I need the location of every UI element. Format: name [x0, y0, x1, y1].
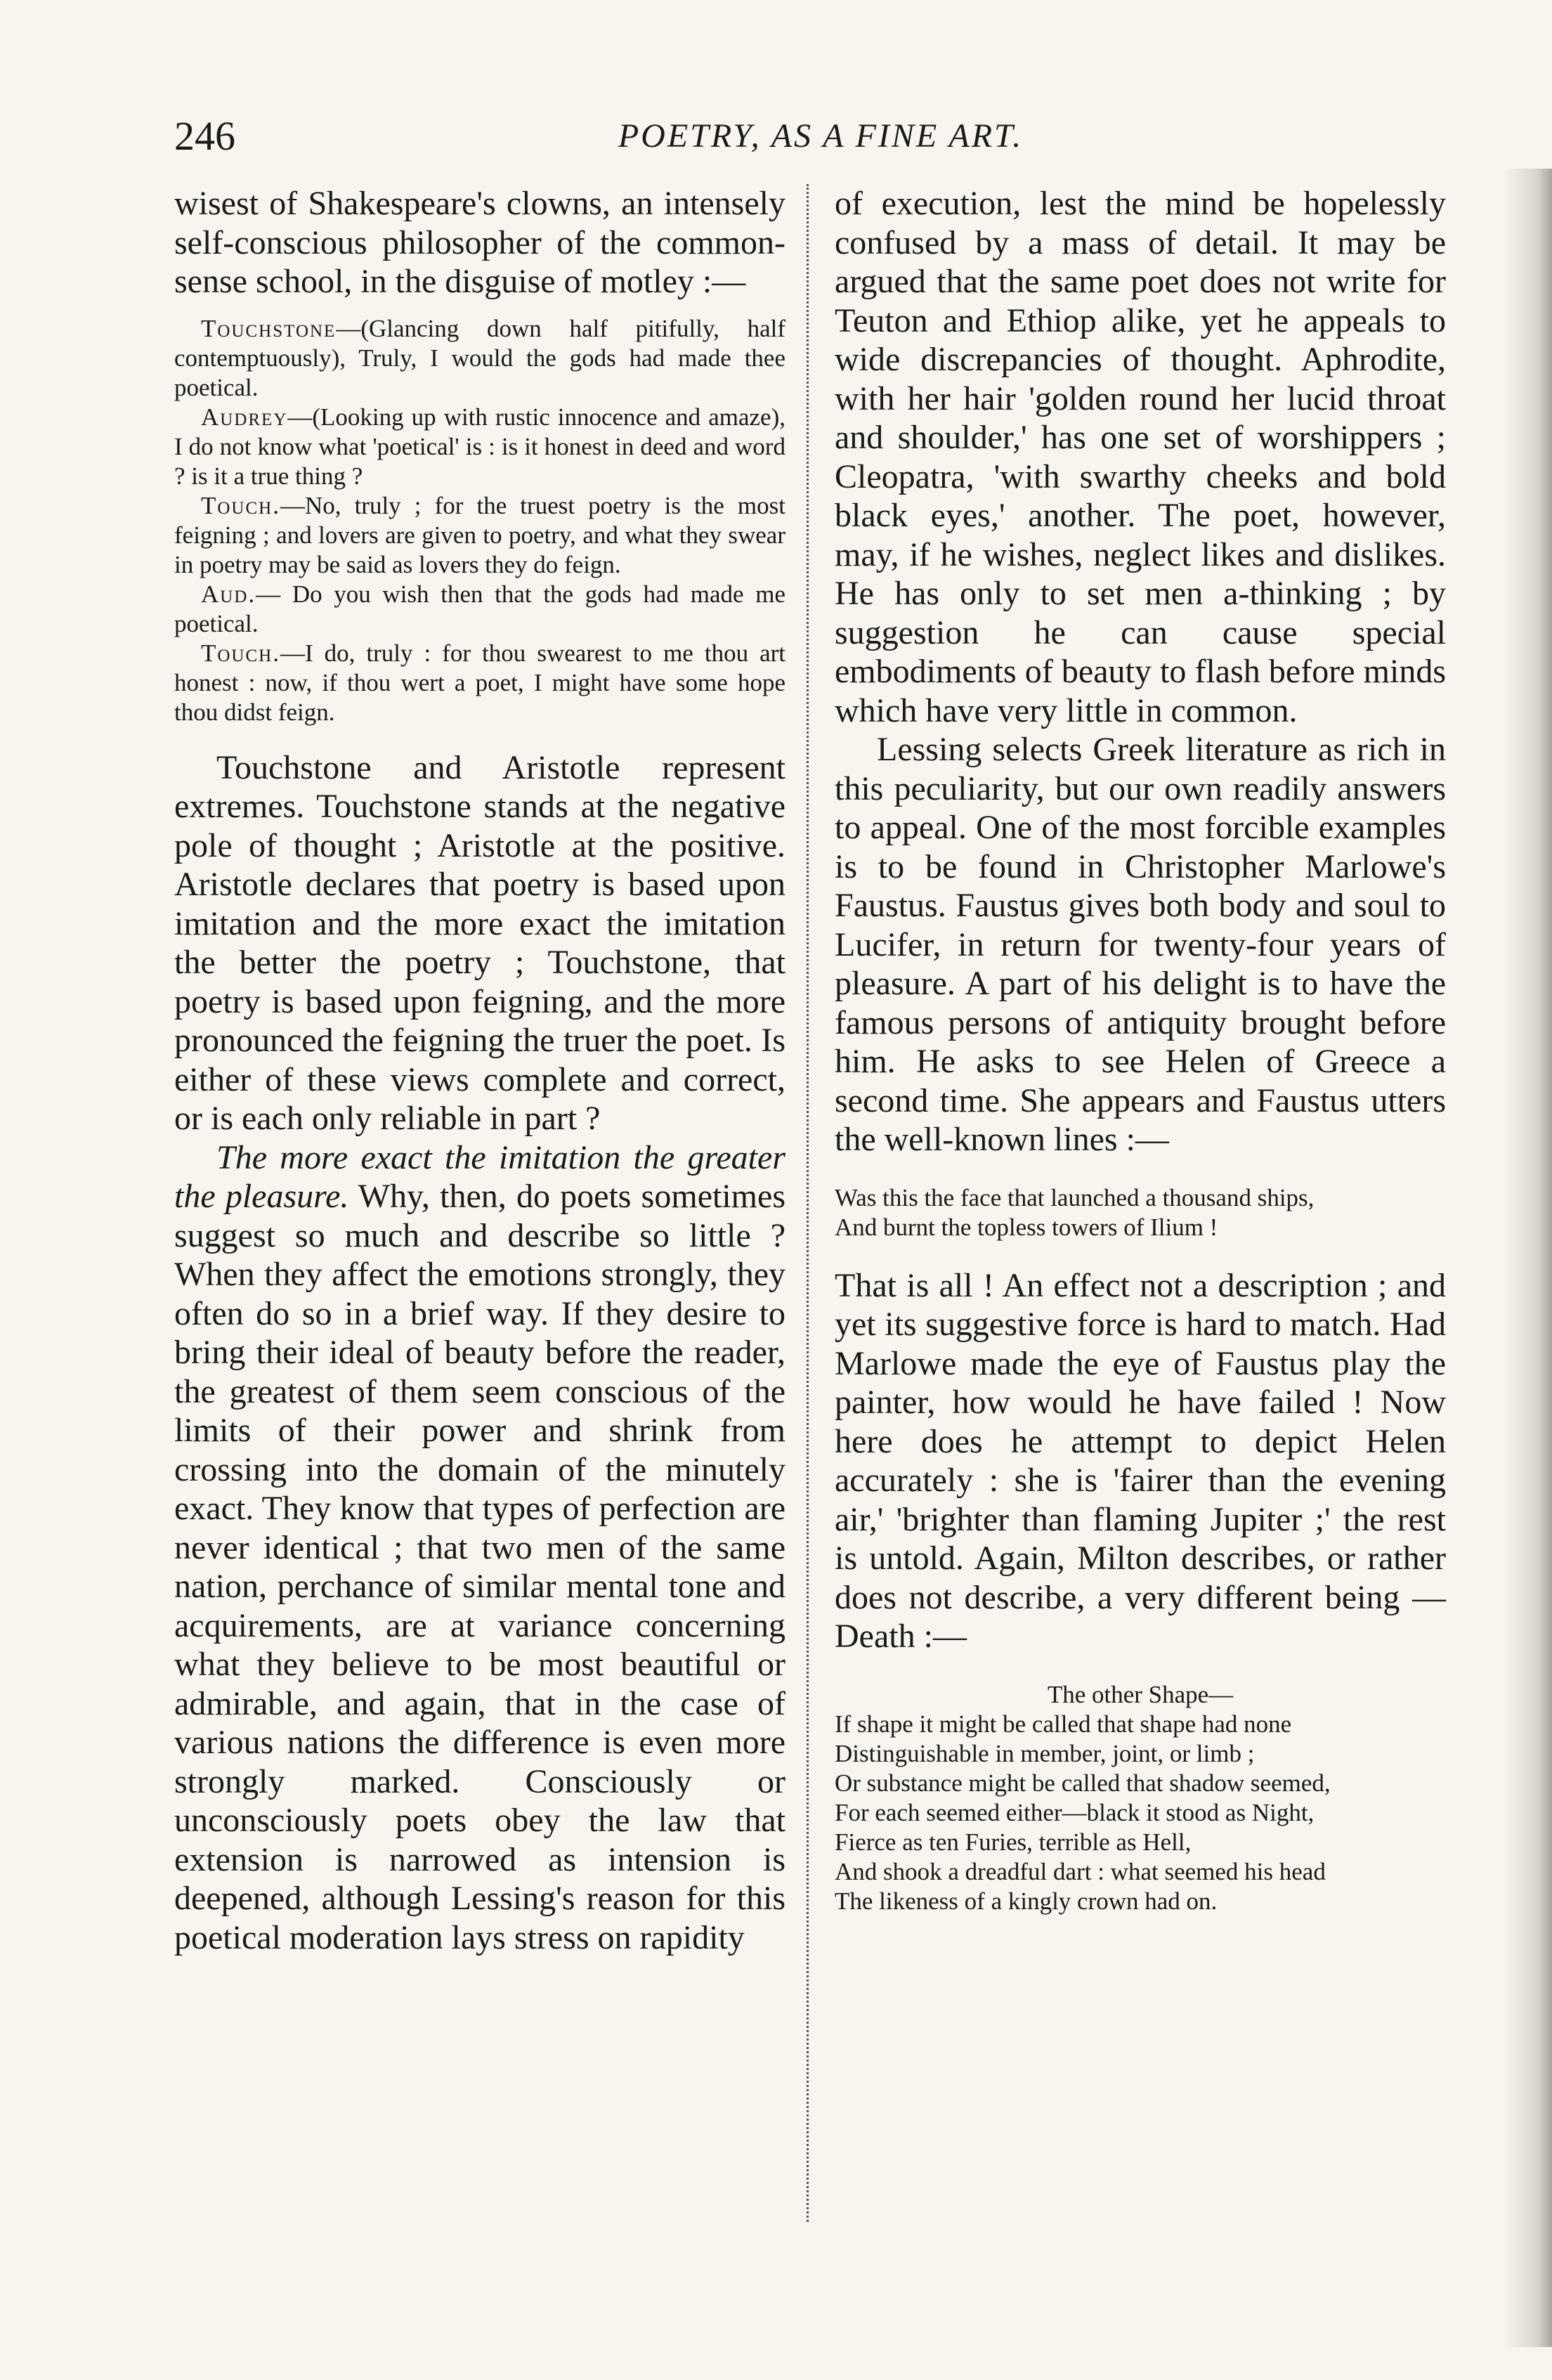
speaker-name: Aud.	[201, 580, 256, 608]
verse-line: Fierce as ten Furies, terrible as Hell,	[835, 1828, 1192, 1856]
column-divider	[807, 184, 809, 2222]
body-paragraph: of execution, lest the mind be hopelessly confused by a mass of detail. It may be argued that the same poet does not write for Teuton and Ethiop alike, yet he appeals to wide discrepancies of thought. Aphrodite, with her hair 'golden round her lucid throat and shoulder,' has one set of worshippers ; Cleopatra, 'with swarthy cheeks and bold black eyes,' another. The poet, however, may, if he wishes, neglect likes and dislikes. He has only to set men a-thinking ; by suggestion he can cause special embodiments of beauty to flash before minds which have very little in common.	[835, 185, 1446, 729]
page-header	[174, 112, 1467, 162]
marlowe-verse	[835, 1183, 1446, 1242]
speaker-name: Touch.	[201, 639, 280, 667]
verse-line: The likeness of a kingly crown had on.	[835, 1887, 1218, 1915]
speaker-name: Touchstone	[201, 314, 337, 342]
verse-line: Was this the face that launched a thousand ships,	[835, 1183, 1315, 1211]
verse-line: If shape it might be called that shape had none	[835, 1710, 1292, 1738]
dialogue-text: —No, truly ; for the truest poetry is the most feigning ; and lovers are given to poetry, and what they swear in poetry may be said as lovers they do feign.	[174, 491, 785, 578]
dialogue-text: —(Looking up with rustic innocence and amaze), I do not know what 'poetical' is : is it honest in deed and word ? is it a true thing ?	[174, 403, 785, 490]
body-paragraph: Touchstone and Aristotle represent extremes. Touchstone stands at the negative pole of thought ; Aristotle at the positive. Aristotle declares that poetry is based upon imitation and the more exact the imitation the better the poetry ; Touchstone, that poetry is based upon feigning, and the more pronounced the feigning the truer the poet. Is either of these views complete and correct, or is each only reliable in part ?	[174, 748, 785, 1137]
verse-line: And burnt the topless towers of Ilium !	[835, 1213, 1218, 1241]
verse-line: The other Shape—	[1047, 1680, 1234, 1708]
dialogue-text: —I do, truly : for thou swearest to me thou art honest : now, if thou wert a poet, I might have some hope thou didst feign.	[174, 639, 785, 726]
verse-line: And shook a dreadful dart : what seemed his head	[835, 1857, 1326, 1885]
body-paragraph	[174, 1138, 785, 1958]
touchstone-dialogue	[174, 314, 785, 727]
verse-line: Distinguishable in member, joint, or limb ;	[835, 1739, 1255, 1767]
speaker-name: Touch.	[201, 491, 280, 519]
body-paragraph: Lessing selects Greek literature as rich in this peculiarity, but our own readily answers to appeal. One of the most forcible examples is to be found in Christopher Marlowe's Faustus. Faustus gives both body and soul to Lucifer, in return for twenty-four years of pleasure. A part of his delight is to have the famous persons of antiquity brought before him. He asks to see Helen of Greece a second time. She appears and Faustus utters the well-known lines :—	[835, 731, 1446, 1158]
dialogue-line	[174, 580, 785, 639]
milton-verse	[835, 1680, 1446, 1916]
verse-line: Or substance might be called that shadow seemed,	[835, 1769, 1331, 1797]
paragraph-text: Why, then, do poets sometimes suggest so much and describe so little ? When they affect the emotions strongly, they often do so in a brief way. If they desire to bring their ideal of beauty before the reader, the greatest of them seem conscious of the limits of their power and shrink from crossing into the domain of the minutely exact. They know that types of perfection are never identical ; that two men of the same nation, perchance of similar mental tone and acquirements, are at variance concerning what they believe to be most beautiful or admirable, and again, that in the case of various nations the difference is even more strongly marked. Consciously or unconsciously poets obey the law that extension is narrowed as intension is deepened, although Lessing's reason for this poetical moderation lays stress on rapidity	[174, 1178, 785, 1956]
italic-quote: The more exact the imitation the greater the pleasure.	[174, 1138, 785, 1215]
speaker-name: Audrey	[201, 403, 288, 431]
dialogue-line	[174, 491, 785, 580]
running-title: POETRY, AS A FINE ART.	[618, 117, 1024, 155]
page-number: 246	[174, 113, 235, 159]
dialogue-line	[174, 403, 785, 491]
dialogue-text: —(Glancing down half pitifully, half contemptuously), Truly, I would the gods had made thee poetical.	[174, 314, 785, 401]
page-edge-shadow	[1503, 169, 1552, 2347]
dialogue-line	[174, 639, 785, 727]
right-column	[835, 184, 1446, 1940]
left-column	[174, 184, 785, 1957]
dialogue-line	[174, 314, 785, 403]
dialogue-text: — Do you wish then that the gods had made me poetical.	[174, 580, 785, 637]
intro-paragraph: wisest of Shakespeare's clowns, an intensely self-conscious philosopher of the common-sense school, in the disguise of motley :—	[174, 185, 785, 300]
body-paragraph: That is all ! An effect not a description ; and yet its suggestive force is hard to match. Had Marlowe made the eye of Faustus play the painter, how would he have failed ! Now here does he attempt to depict Helen accurately : she is 'fairer than the evening air,' 'brighter than flaming Jupiter ;' the rest is untold. Again, Milton describes, or rather does not describe, a very different being —Death :—	[835, 1266, 1446, 1655]
verse-line: For each seemed either—black it stood as Night,	[835, 1798, 1315, 1826]
